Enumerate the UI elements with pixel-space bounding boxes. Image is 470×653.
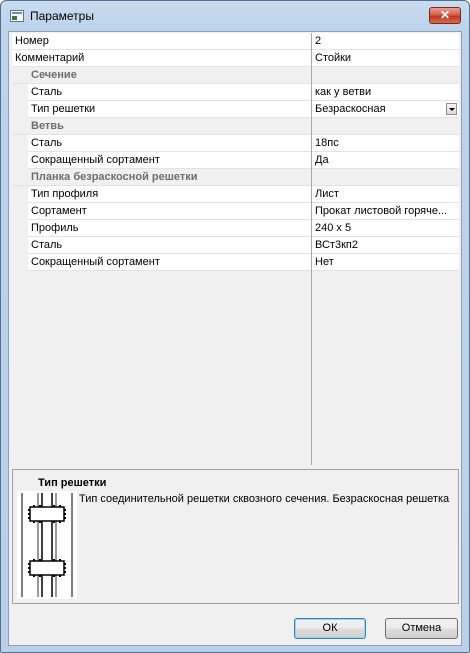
property-value[interactable]: Лист: [312, 186, 459, 203]
property-value[interactable]: как у ветви: [312, 84, 459, 101]
property-row-branch-steel[interactable]: [12, 135, 459, 152]
batten-lattice-diagram-icon: [17, 491, 77, 599]
property-label: Тип решетки: [28, 101, 311, 118]
property-row-profile-type[interactable]: [12, 186, 459, 203]
cancel-button[interactable]: Отмена: [385, 618, 458, 639]
help-title: Тип решетки: [38, 477, 107, 489]
category-section[interactable]: Сечение: [12, 67, 459, 84]
ok-button[interactable]: ОК: [294, 618, 366, 639]
property-label: Сокращенный сортамент: [28, 254, 311, 271]
property-label: Профиль: [28, 220, 311, 237]
property-label: Комментарий: [12, 50, 311, 67]
window-icon: [10, 10, 24, 22]
property-row-section-steel[interactable]: [12, 84, 459, 101]
property-label: Сокращенный сортамент: [28, 152, 311, 169]
property-value[interactable]: Нет: [312, 254, 459, 271]
property-value[interactable]: 2: [312, 33, 459, 50]
property-row-profile[interactable]: [12, 220, 459, 237]
property-label: Сталь: [28, 135, 311, 152]
property-value[interactable]: 240 х 5: [312, 220, 459, 237]
dropdown-value: Безраскосная: [315, 103, 386, 115]
property-row-lattice-type[interactable]: [12, 101, 459, 118]
close-button[interactable]: ✕: [429, 7, 461, 24]
window-title: Параметры: [30, 9, 94, 23]
property-label: Сортамент: [28, 203, 311, 220]
property-grid: [12, 33, 459, 465]
property-row-batten-short-assortment[interactable]: [12, 254, 459, 271]
column-divider[interactable]: [311, 33, 312, 465]
property-label: Тип профиля: [28, 186, 311, 203]
property-label: Сталь: [28, 84, 311, 101]
property-value[interactable]: Стойки: [312, 50, 459, 67]
property-value[interactable]: Да: [312, 152, 459, 169]
property-row-comment[interactable]: [12, 50, 459, 67]
help-panel: [12, 469, 459, 604]
property-row-batten-steel[interactable]: [12, 237, 459, 254]
chevron-down-icon[interactable]: [446, 103, 457, 115]
help-description: Тип соединительной решетки сквозного сечения. Безраскосная решетка: [79, 493, 450, 505]
property-value-dropdown[interactable]: [312, 101, 459, 118]
category-branch[interactable]: Ветвь: [12, 118, 459, 135]
title-bar[interactable]: [1, 1, 469, 31]
property-value[interactable]: ВСт3кп2: [312, 237, 459, 254]
property-value[interactable]: Прокат листовой горяче...: [312, 203, 459, 220]
property-row-assortment[interactable]: [12, 203, 459, 220]
property-value[interactable]: 18пс: [312, 135, 459, 152]
dialog-client-area: [8, 31, 462, 646]
property-label: Номер: [12, 33, 311, 50]
property-label: Сталь: [28, 237, 311, 254]
property-row-number[interactable]: [12, 33, 459, 50]
category-batten[interactable]: Планка безраскосной решетки: [12, 169, 459, 186]
property-row-branch-short-assortment[interactable]: [12, 152, 459, 169]
